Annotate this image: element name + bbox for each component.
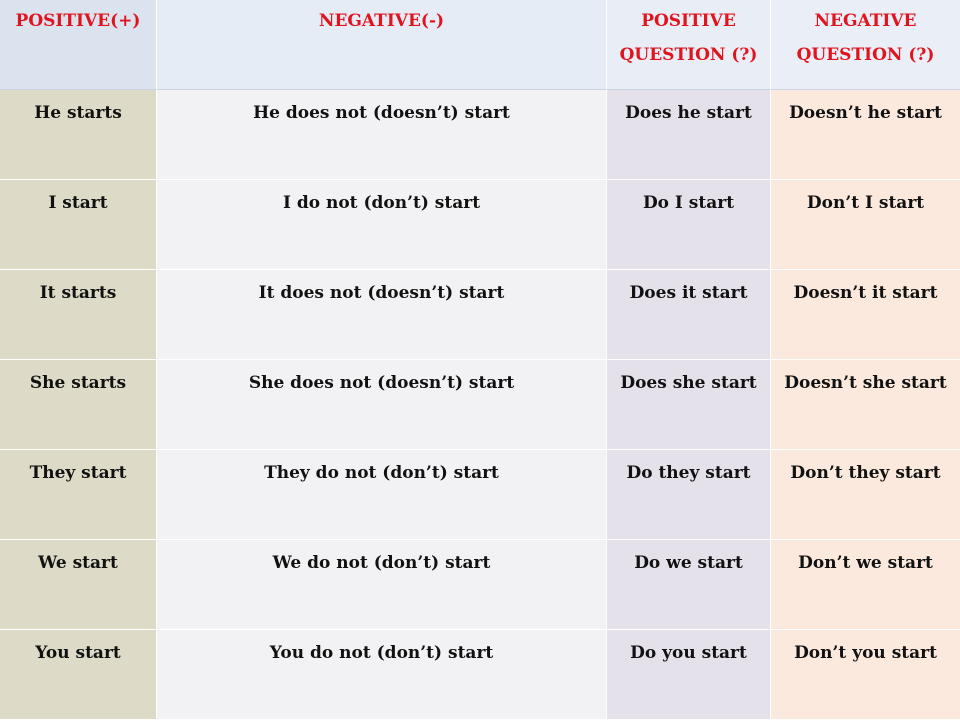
table-cell-negative: It does not (doesn’t) start	[157, 270, 607, 360]
table-cell-negative: We do not (don’t) start	[157, 540, 607, 630]
table-cell-negative-question: Don’t we start	[771, 540, 960, 630]
table-cell-positive-question: Does she start	[607, 360, 771, 450]
header-negative-question: NEGATIVE QUESTION (?)	[771, 0, 960, 90]
table-cell-positive-question: Does it start	[607, 270, 771, 360]
table-cell-negative-question: Don’t I start	[771, 180, 960, 270]
table-cell-negative: He does not (doesn’t) start	[157, 90, 607, 180]
table-cell-positive-question: Do they start	[607, 450, 771, 540]
table-cell-negative-question: Don’t they start	[771, 450, 960, 540]
table-cell-positive: He starts	[0, 90, 157, 180]
table-cell-negative: I do not (don’t) start	[157, 180, 607, 270]
table-cell-negative-question: Doesn’t it start	[771, 270, 960, 360]
table-cell-negative: They do not (don’t) start	[157, 450, 607, 540]
table-cell-positive: We start	[0, 540, 157, 630]
table-cell-negative-question: Doesn’t she start	[771, 360, 960, 450]
table-cell-positive-question: Do you start	[607, 630, 771, 720]
table-cell-positive: She starts	[0, 360, 157, 450]
header-negative: NEGATIVE(-)	[157, 0, 607, 90]
table-cell-positive-question: Do I start	[607, 180, 771, 270]
table-cell-negative-question: Don’t you start	[771, 630, 960, 720]
table-cell-positive: I start	[0, 180, 157, 270]
header-positive-question: POSITIVE QUESTION (?)	[607, 0, 771, 90]
table-cell-positive: They start	[0, 450, 157, 540]
table-cell-positive: You start	[0, 630, 157, 720]
table-cell-negative-question: Doesn’t he start	[771, 90, 960, 180]
table-cell-negative: You do not (don’t) start	[157, 630, 607, 720]
table-cell-positive-question: Do we start	[607, 540, 771, 630]
table-cell-positive-question: Does he start	[607, 90, 771, 180]
table-cell-positive: It starts	[0, 270, 157, 360]
table-cell-negative: She does not (doesn’t) start	[157, 360, 607, 450]
header-positive: POSITIVE(+)	[0, 0, 157, 90]
